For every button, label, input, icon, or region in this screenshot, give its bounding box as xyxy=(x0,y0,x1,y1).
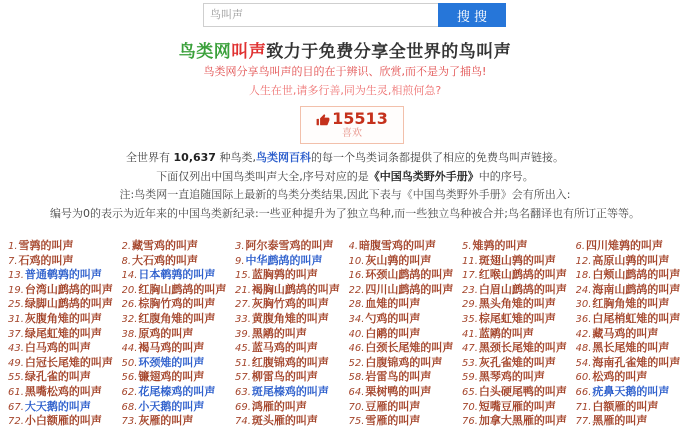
bird-call-link[interactable]: 棕尾虹雉的叫声 xyxy=(478,311,556,325)
bird-call-link[interactable]: 灰腹角雉的叫声 xyxy=(24,311,102,325)
bird-number: 9. xyxy=(235,255,245,267)
list-item xyxy=(122,383,236,398)
bird-call-link[interactable]: 褐马鸡的叫声 xyxy=(138,341,205,354)
bird-number: 14. xyxy=(121,270,138,281)
list-item xyxy=(349,368,463,383)
list-item xyxy=(122,295,236,310)
bird-call-link[interactable]: 栗树鸭的叫声 xyxy=(365,384,432,398)
bird-call-link[interactable]: 四川雉鹑的叫声 xyxy=(586,239,664,252)
search-button[interactable]: 搜 搜 xyxy=(438,3,506,27)
bird-call-link[interactable]: 褐胸山鹧鸪的叫声 xyxy=(251,282,340,296)
list-item xyxy=(462,310,576,325)
bird-call-link[interactable]: 黑鹇的叫声 xyxy=(251,326,307,340)
bird-number: 50. xyxy=(121,357,138,369)
bird-number: 26. xyxy=(121,299,138,310)
bird-call-link[interactable]: 蓝马鸡的叫声 xyxy=(251,341,318,354)
bird-call-link[interactable]: 镰翅鸡的叫声 xyxy=(138,370,205,383)
bird-call-link[interactable]: 白尾梢虹雉的叫声 xyxy=(592,311,681,325)
bird-number: 39. xyxy=(235,328,251,340)
bird-call-link[interactable]: 白颈长尾雉的叫声 xyxy=(365,341,454,354)
like-button[interactable] xyxy=(300,106,404,144)
list-item xyxy=(235,339,349,354)
list-item xyxy=(122,266,236,281)
list-item xyxy=(576,252,690,267)
bird-call-link[interactable]: 斑翅山鹑的叫声 xyxy=(478,253,556,267)
list-item xyxy=(576,237,690,252)
bird-number: 34. xyxy=(348,313,365,325)
intro-line2-pre: 下面仅列出中国鸟类叫声大全,序号对应的是 xyxy=(156,169,369,183)
list-item xyxy=(8,368,122,383)
bird-call-link[interactable]: 灰胸竹鸡的叫声 xyxy=(251,297,329,310)
bird-number: 1. xyxy=(8,241,18,252)
bird-call-link[interactable]: 岩雷鸟的叫声 xyxy=(365,370,432,383)
bird-call-link[interactable]: 海南孔雀雉的叫声 xyxy=(592,355,681,369)
bird-number: 48. xyxy=(575,343,592,354)
bird-number: 45. xyxy=(235,343,251,354)
bird-number: 59. xyxy=(462,372,478,383)
bird-call-link[interactable]: 斑尾榛鸡的叫声 xyxy=(251,384,329,398)
title-rest: 致力于免费分享全世界的鸟叫声 xyxy=(266,42,512,62)
bird-call-link[interactable]: 红腹锦鸡的叫声 xyxy=(251,355,329,369)
intro-line1-pre: 全世界有 xyxy=(126,151,174,164)
bird-number: 47. xyxy=(462,343,478,354)
list-item xyxy=(8,281,122,296)
bird-number: 74. xyxy=(235,416,251,427)
list-item xyxy=(122,325,236,340)
bird-number: 46. xyxy=(348,343,365,354)
bird-call-link[interactable]: 阿尔泰雪鸡的叫声 xyxy=(245,239,334,252)
bird-number: 3. xyxy=(235,241,245,252)
list-item xyxy=(8,266,122,281)
bird-number: 7. xyxy=(8,255,18,267)
bird-call-link[interactable]: 藏马鸡的叫声 xyxy=(592,326,659,340)
bird-call-link[interactable]: 日本鹌鹑的叫声 xyxy=(138,268,216,281)
bird-call-link[interactable]: 白鹇的叫声 xyxy=(365,326,421,340)
bird-number: 72. xyxy=(8,416,24,427)
bird-call-link[interactable]: 勺鸡的叫声 xyxy=(365,311,421,325)
bird-call-link[interactable]: 普通鹌鹑的叫声 xyxy=(24,268,102,281)
list-item xyxy=(462,237,576,252)
bird-call-link[interactable]: 绿尾虹雉的叫声 xyxy=(24,326,102,340)
list-item xyxy=(122,310,236,325)
bird-number: 76. xyxy=(462,416,478,427)
bird-call-link[interactable]: 灰雁的叫声 xyxy=(138,414,194,427)
bird-call-link[interactable]: 原鸡的叫声 xyxy=(138,326,194,340)
bird-call-link[interactable]: 黑长尾雉的叫声 xyxy=(592,341,670,354)
bird-call-link[interactable]: 四川山鹧鸪的叫声 xyxy=(365,282,454,296)
title-brand: 鸟类网 xyxy=(178,42,232,62)
bird-call-link[interactable]: 白腹锦鸡的叫声 xyxy=(365,355,443,369)
bird-call-link[interactable]: 疣鼻天鹅的叫声 xyxy=(592,384,670,398)
bird-number: 18. xyxy=(575,270,592,281)
slogan-line-1: 鸟类网分享鸟叫声的目的在于辨识、欣赏,而不是为了捕鸟! xyxy=(203,65,487,78)
bird-number: 69. xyxy=(235,401,251,413)
bird-number: 25. xyxy=(8,299,24,310)
bird-number: 56. xyxy=(121,372,138,383)
like-top xyxy=(301,109,403,128)
bird-number: 30. xyxy=(575,299,592,310)
bird-number: 5. xyxy=(462,241,472,252)
bird-number: 53. xyxy=(462,357,478,369)
list-item xyxy=(349,383,463,398)
bird-call-link[interactable]: 红胸角雉的叫声 xyxy=(592,297,670,310)
bird-number: 54. xyxy=(575,357,592,369)
list-item xyxy=(349,281,463,296)
bird-call-link[interactable]: 斑头雁的叫声 xyxy=(251,414,318,427)
list-item xyxy=(349,310,463,325)
bird-number: 21. xyxy=(235,284,251,296)
field-guide-title: 《中国鸟类野外手册》 xyxy=(368,169,479,183)
bird-species-count: 10,637 xyxy=(173,151,216,164)
bird-call-link[interactable]: 海南山鹧鸪的叫声 xyxy=(592,282,681,296)
list-item xyxy=(462,266,576,281)
bird-call-link[interactable]: 高原山鹑的叫声 xyxy=(592,253,670,267)
bird-number: 58. xyxy=(348,372,365,383)
bird-call-link[interactable]: 环颈山鹧鸪的叫声 xyxy=(365,268,454,281)
bird-call-link[interactable]: 白颊山鹧鸪的叫声 xyxy=(592,268,681,281)
list-item xyxy=(235,368,349,383)
bird-call-link[interactable]: 蓝鹇的叫声 xyxy=(478,326,534,340)
bird-number: 16. xyxy=(348,270,365,281)
bird-number: 28. xyxy=(348,299,365,310)
bird-call-link[interactable]: 绿脚山鹧鸪的叫声 xyxy=(24,297,113,310)
list-item xyxy=(462,339,576,354)
list-item xyxy=(235,354,349,369)
bird-call-link[interactable]: 白冠长尾雉的叫声 xyxy=(24,355,113,369)
list-item xyxy=(349,237,463,252)
bird-number: 71. xyxy=(575,401,592,413)
list-item xyxy=(8,310,122,325)
list-item xyxy=(122,237,236,252)
bird-number: 23. xyxy=(462,284,478,296)
list-item xyxy=(122,281,236,296)
bird-call-link[interactable]: 灰山鹑的叫声 xyxy=(365,253,432,267)
bird-call-link[interactable]: 鸿雁的叫声 xyxy=(251,399,307,413)
bird-call-link[interactable]: 黑琴鸡的叫声 xyxy=(478,370,545,383)
bird-call-link[interactable]: 中华鹧鸪的叫声 xyxy=(245,253,323,267)
bird-number: 62. xyxy=(121,386,138,398)
list-item xyxy=(576,266,690,281)
bird-number: 68. xyxy=(121,401,138,413)
intro-line-1 xyxy=(0,149,690,168)
list-item xyxy=(349,325,463,340)
bird-call-link[interactable]: 黑头角雉的叫声 xyxy=(478,297,556,310)
intro-line2-post: 中的序号。 xyxy=(478,169,534,183)
bird-call-link[interactable]: 白头硬尾鸭的叫声 xyxy=(478,384,567,398)
bird-call-link[interactable]: 台湾山鹧鸪的叫声 xyxy=(24,282,113,296)
bird-call-link[interactable]: 大石鸡的叫声 xyxy=(132,253,199,267)
list-item xyxy=(122,354,236,369)
bird-number: 4. xyxy=(348,241,359,252)
bird-number: 36. xyxy=(575,313,592,325)
list-item xyxy=(235,266,349,281)
list-item xyxy=(576,281,690,296)
list-item xyxy=(235,237,349,252)
list-item xyxy=(122,339,236,354)
bird-number: 38. xyxy=(121,328,138,340)
bird-number: 19. xyxy=(8,284,24,296)
bird-number: 40. xyxy=(348,328,365,340)
bird-number: 66. xyxy=(575,386,592,398)
list-item xyxy=(235,295,349,310)
bird-number: 42. xyxy=(575,328,592,340)
bird-number: 32. xyxy=(121,313,138,325)
list-item xyxy=(349,339,463,354)
list-item xyxy=(8,398,122,413)
list-item xyxy=(349,266,463,281)
bird-number: 10. xyxy=(348,255,365,267)
bird-number: 43. xyxy=(8,343,24,354)
bird-number: 29. xyxy=(462,299,478,310)
bird-number: 35. xyxy=(462,313,478,325)
bird-number: 60. xyxy=(575,372,592,383)
intro-line-2 xyxy=(0,168,690,187)
bird-call-link[interactable]: 花尾榛鸡的叫声 xyxy=(138,384,216,398)
bird-call-link[interactable]: 黑雁的叫声 xyxy=(592,414,648,427)
list-item xyxy=(576,325,690,340)
like-count: 15513 xyxy=(332,109,388,128)
bird-number: 63. xyxy=(235,386,251,398)
bird-call-link[interactable]: 蓝胸鹑的叫声 xyxy=(251,268,318,281)
search-input[interactable] xyxy=(203,3,438,27)
bird-call-link[interactable]: 短嘴豆雁的叫声 xyxy=(478,399,556,413)
list-item xyxy=(8,252,122,267)
bird-number: 49. xyxy=(8,357,24,369)
bird-call-link[interactable]: 雪鹑的叫声 xyxy=(18,239,74,252)
bird-call-link[interactable]: 红喉山鹧鸪的叫声 xyxy=(478,268,567,281)
list-item xyxy=(8,325,122,340)
list-item xyxy=(576,295,690,310)
bird-call-link[interactable]: 加拿大黑雁的叫声 xyxy=(478,414,567,427)
bird-call-link[interactable]: 柳雷鸟的叫声 xyxy=(251,370,318,383)
list-item xyxy=(349,398,463,413)
bird-number: 57. xyxy=(235,372,251,383)
bird-number: 52. xyxy=(348,357,365,369)
bird-number: 8. xyxy=(121,255,132,267)
list-item xyxy=(462,383,576,398)
bird-call-link[interactable]: 雉鹑的叫声 xyxy=(472,239,528,252)
list-item xyxy=(235,398,349,413)
page-title xyxy=(0,37,690,62)
list-item xyxy=(462,354,576,369)
bird-number: 77. xyxy=(575,416,592,427)
list-item xyxy=(8,383,122,398)
list-item xyxy=(462,281,576,296)
list-item xyxy=(576,310,690,325)
bird-call-link[interactable]: 黄腹角雉的叫声 xyxy=(251,311,329,325)
baike-link[interactable]: 鸟类网百科 xyxy=(255,151,311,164)
list-item xyxy=(122,398,236,413)
bird-call-link[interactable]: 白额雁的叫声 xyxy=(592,399,659,413)
bird-number: 11. xyxy=(462,255,478,267)
bird-call-link[interactable]: 大天鹅的叫声 xyxy=(24,399,91,413)
bird-call-link[interactable]: 小天鹅的叫声 xyxy=(138,399,205,413)
list-item xyxy=(576,354,690,369)
bird-number: 31. xyxy=(8,313,24,325)
list-item xyxy=(349,354,463,369)
bird-number: 17. xyxy=(462,270,478,281)
bird-number: 51. xyxy=(235,357,251,369)
slogan-line-2: 人生在世,请多行善,同为生灵,相煎何急? xyxy=(248,84,442,97)
note-line-1: 注:鸟类网一直追随国际上最新的鸟类分类结果,因此下表与《中国鸟类野外手册》会有所出入: xyxy=(119,188,571,201)
list-item xyxy=(462,295,576,310)
bird-call-link[interactable]: 藏雪鸡的叫声 xyxy=(132,239,199,252)
bird-number: 41. xyxy=(462,328,478,340)
bird-number: 6. xyxy=(575,241,586,252)
list-item xyxy=(122,252,236,267)
list-item xyxy=(8,237,122,252)
bird-number: 24. xyxy=(575,284,592,296)
bird-call-link[interactable]: 暗腹雪鸡的叫声 xyxy=(359,239,437,252)
list-item xyxy=(462,368,576,383)
title-accent: 叫声 xyxy=(231,42,267,62)
search-bar xyxy=(203,3,506,27)
list-item xyxy=(235,310,349,325)
note-line-2: 编号为0的表示为近年来的中国鸟类新纪录:一些亚种提升为了独立鸟种,而一些独立鸟种被合并;鸟名翻译也有所订正等等。 xyxy=(50,206,640,220)
bird-number: 67. xyxy=(8,401,24,413)
bird-number: 13. xyxy=(8,270,24,281)
bird-call-link[interactable]: 松鸡的叫声 xyxy=(592,370,648,383)
list-item xyxy=(576,398,690,413)
intro-line1-mid: 种鸟类, xyxy=(215,151,256,164)
list-item xyxy=(8,354,122,369)
list-item xyxy=(349,252,463,267)
bird-number: 15. xyxy=(235,270,251,281)
bird-call-link[interactable]: 石鸡的叫声 xyxy=(18,253,74,267)
thumbs-up-icon xyxy=(316,112,330,126)
bird-number: 33. xyxy=(235,313,251,325)
bird-number: 37. xyxy=(8,328,24,340)
bird-call-link[interactable]: 黑颈长尾雉的叫声 xyxy=(478,341,567,354)
bird-call-link[interactable]: 血雉的叫声 xyxy=(365,297,421,310)
list-item xyxy=(122,368,236,383)
bird-call-link[interactable]: 白眉山鹧鸪的叫声 xyxy=(478,282,567,296)
bird-number: 70. xyxy=(462,401,478,413)
list-item xyxy=(462,325,576,340)
bird-call-link[interactable]: 绿孔雀的叫声 xyxy=(24,370,91,383)
list-item xyxy=(462,252,576,267)
bird-number: 27. xyxy=(235,299,251,310)
bird-call-link[interactable]: 小白额雁的叫声 xyxy=(24,414,102,427)
list-item xyxy=(8,339,122,354)
list-item xyxy=(576,339,690,354)
bird-number: 44. xyxy=(121,343,138,354)
bird-number: 73. xyxy=(121,416,138,427)
list-item xyxy=(235,383,349,398)
intro-line1-post: 的每一个鸟类词条都提供了相应的免费鸟叫声链接。 xyxy=(310,151,564,164)
bird-call-link[interactable]: 豆雁的叫声 xyxy=(365,399,421,413)
bird-call-link[interactable]: 白马鸡的叫声 xyxy=(24,341,91,354)
bird-number: 2. xyxy=(121,241,132,252)
bird-number: 64. xyxy=(348,386,365,398)
list-item xyxy=(235,281,349,296)
bird-call-link[interactable]: 红腹角雉的叫声 xyxy=(138,311,216,325)
bird-call-link[interactable]: 雪雁的叫声 xyxy=(365,414,421,427)
intro-paragraph xyxy=(0,149,690,223)
bird-call-link[interactable]: 灰孔雀雉的叫声 xyxy=(478,355,556,369)
bird-number: 61. xyxy=(8,386,24,398)
bird-call-link[interactable]: 黑嘴松鸡的叫声 xyxy=(24,384,102,398)
bird-number: 70. xyxy=(348,401,365,413)
bird-number: 22. xyxy=(348,284,365,296)
list-item xyxy=(8,295,122,310)
bird-number: 20. xyxy=(121,284,138,296)
list-item xyxy=(349,295,463,310)
like-label: 喜欢 xyxy=(342,128,362,139)
bird-call-list xyxy=(8,237,688,427)
bird-number: 55. xyxy=(8,372,24,383)
bird-number: 12. xyxy=(575,255,592,267)
bird-call-link[interactable]: 红胸山鹧鸪的叫声 xyxy=(138,282,227,296)
bird-call-link[interactable]: 环颈雉的叫声 xyxy=(138,355,205,369)
bird-number: 75. xyxy=(348,416,365,427)
bird-number: 65. xyxy=(462,386,478,398)
list-item xyxy=(235,252,349,267)
list-item xyxy=(462,398,576,413)
list-item xyxy=(576,368,690,383)
list-item xyxy=(576,383,690,398)
list-item xyxy=(235,325,349,340)
bird-call-link[interactable]: 棕胸竹鸡的叫声 xyxy=(138,297,216,310)
